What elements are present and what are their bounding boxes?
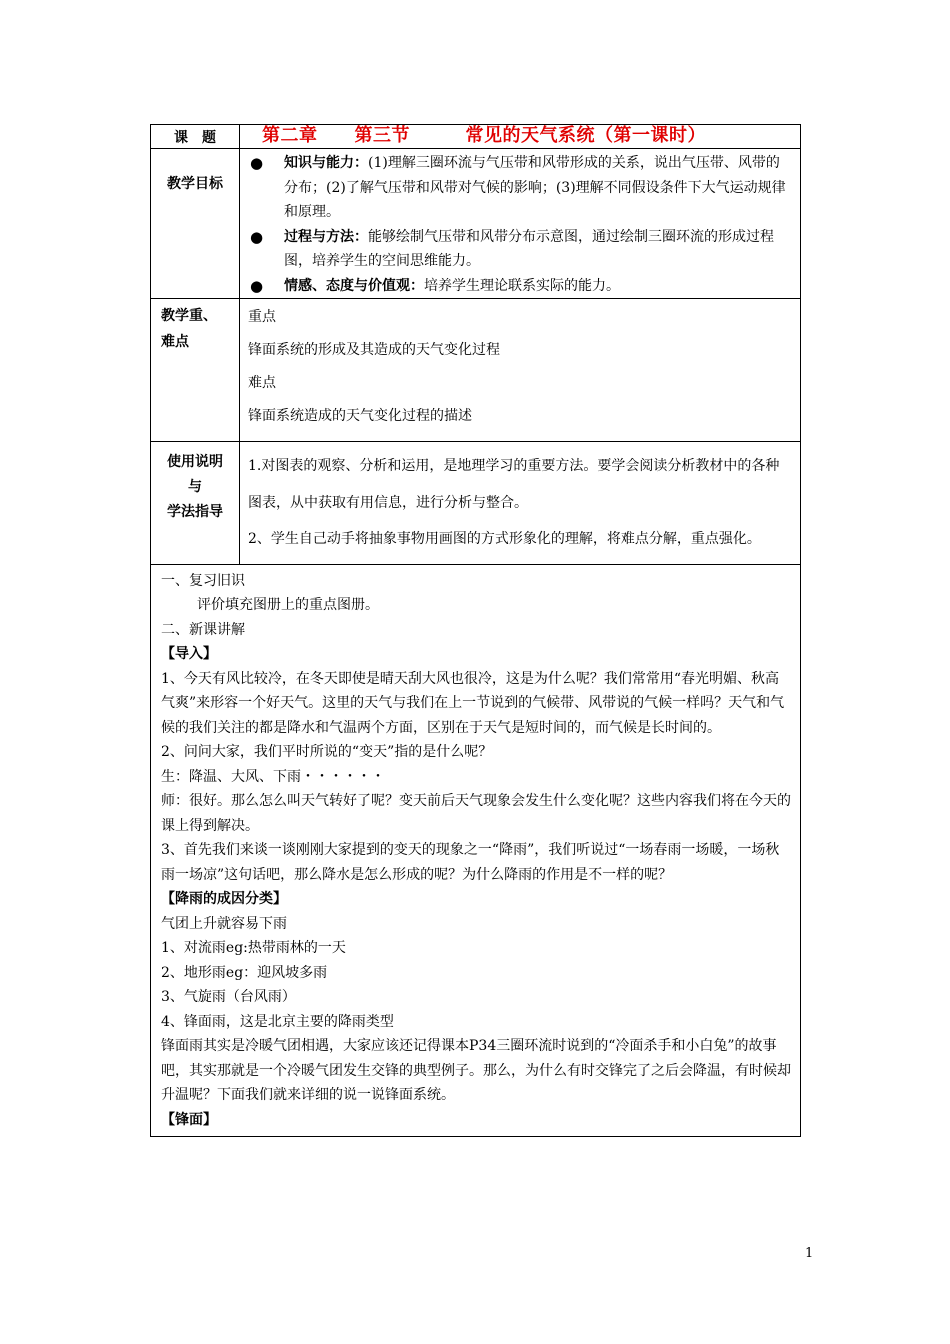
body-text: 3、气旋雨（台风雨）	[161, 989, 296, 1005]
usage-paragraph: 1.对图表的观察、分析和运用，是地理学习的重要方法。要学会阅读分析教材中的各种图表，从中获取有用信息，进行分析与整合。	[248, 458, 780, 511]
usage-paragraph: 2、学生自己动手将抽象事物用画图的方式形象化的理解，将难点分解，重点强化。	[248, 531, 761, 547]
body-text: 气团上升就容易下雨	[161, 915, 287, 932]
body-text: 评价填充图册上的重点图册。	[197, 597, 379, 613]
body-text: 3、首先我们来谈一谈刚刚大家提到的变天的现象之一“降雨”，我们听说过“一场春雨一场暖，一场秋雨一场凉”这句话吧，那么降水是怎么形成的呢？为什么降雨的作用是不一样的呢？	[161, 842, 780, 883]
body-text: 锋面雨其实是冷暖气团相遇，大家应该还记得课本P34三圈环流时说到的“冷面杀手和小白兔”的故事吧，其实那就是一个冷暖气团发生交锋的典型例子。那么，为什么有时交锋完了之后会降温，有时候却升温呢？下面我们就来详细的说一说锋面系统。	[161, 1038, 791, 1103]
section-heading: 一、复习旧识	[161, 572, 245, 589]
title-cell	[240, 125, 801, 149]
bullet-icon: ●	[250, 276, 264, 295]
content-cell	[151, 564, 801, 1137]
subsection-heading: 【锋面】	[161, 1111, 217, 1128]
body-text: 师：很好。那么怎么叫天气转好了呢？变天前后天气现象会发生什么变化呢？这些内容我们将在今天的课上得到解决。	[161, 793, 791, 834]
key-points-label-line: 教学重、	[161, 308, 217, 324]
objectives-cell	[240, 149, 801, 299]
objectives-label: 教学目标	[167, 176, 223, 192]
lesson-plan-table	[150, 124, 801, 1137]
content-row	[151, 564, 801, 1137]
lesson-title: 第二章 第三节 常见的天气系统（第一课时）	[262, 125, 706, 146]
objective-item	[250, 274, 792, 299]
title-row	[151, 125, 801, 149]
title-label: 课 题	[174, 130, 216, 146]
bullet-icon: ●	[250, 227, 264, 246]
objective-text: (1)理解三圈环流与气压带和风带形成的关系，说出气压带、风带的分布；(2)了解气压带和风带对气候的影响；(3)理解不同假设条件下大气运动规律和原理。	[284, 155, 786, 220]
objective-item	[250, 225, 792, 274]
body-text: 1、今天有风比较冷，在冬天即使是晴天刮大风也很冷，这是为什么呢？我们常常用“春光明媚、秋高气爽”来形容一个好天气。这里的天气与我们在上一节说到的气候带、风带说的气候一样吗？天气和气候的我们关注的都是降水和气温两个方面，区别在于天气是短时间的，而气候是长时间的。	[161, 670, 785, 736]
objective-text: 培养学生理论联系实际的能力。	[424, 277, 620, 294]
subsection-heading: 【降雨的成因分类】	[161, 891, 287, 907]
key-points-row	[151, 299, 801, 442]
page-number: 1	[805, 1246, 814, 1261]
objective-head: 过程与方法：	[284, 228, 368, 245]
key-points-cell	[240, 299, 801, 442]
key-points-label-cell	[151, 299, 240, 442]
usage-label-line: 学法指导	[167, 504, 223, 520]
usage-cell	[240, 442, 801, 565]
body-text: 2、地形雨eg：迎风坡多雨	[161, 964, 328, 981]
objectives-label-cell	[151, 149, 240, 299]
body-text: 生：降温、大风、下雨・・・・・・	[161, 768, 385, 785]
body-text: 2、问问大家，我们平时所说的“变天”指的是什么呢？	[161, 744, 493, 760]
body-text: 4、锋面雨，这是北京主要的降雨类型	[161, 1013, 394, 1030]
section-heading: 二、新课讲解	[161, 621, 245, 638]
subsection-heading: 【导入】	[161, 646, 217, 662]
key-points-label-line: 难点	[161, 334, 189, 350]
key-point-text: 锋面系统的形成及其造成的天气变化过程	[248, 342, 500, 358]
usage-label-line: 使用说明	[167, 454, 223, 470]
usage-label-line: 与	[188, 479, 202, 495]
body-text: 1、对流雨eg:热带雨林的一天	[161, 940, 346, 956]
bullet-icon: ●	[250, 154, 264, 172]
difficult-point-heading: 难点	[248, 375, 276, 391]
title-label-cell	[151, 125, 240, 149]
objective-head: 知识与能力：	[284, 155, 368, 171]
usage-row	[151, 442, 801, 565]
objective-item	[250, 151, 792, 225]
objectives-row	[151, 149, 801, 299]
difficult-point-text: 锋面系统造成的天气变化过程的描述	[248, 408, 472, 424]
key-point-heading: 重点	[248, 309, 276, 325]
objective-text: 能够绘制气压带和风带分布示意图，通过绘制三圈环流的形成过程图，培养学生的空间思维能力。	[284, 228, 774, 269]
usage-label-cell	[151, 442, 240, 565]
objective-head: 情感、态度与价值观：	[284, 277, 424, 294]
